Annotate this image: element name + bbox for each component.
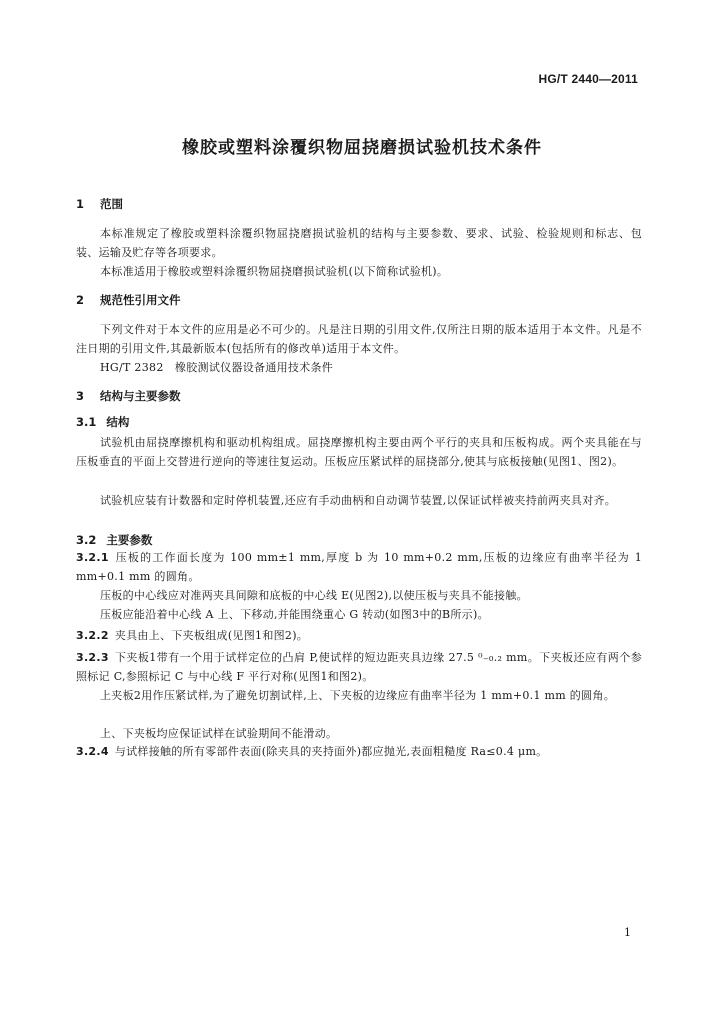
section-2-paragraph-1: 下列文件对于本文件的应用是必不可少的。凡是注日期的引用文件,仅所注日期的版本适用于本文件。凡是不注日期的引用文件,其最新版本(包括所有的修改单)适用于本文件。 <box>76 323 642 355</box>
clause-3-2-4 <box>76 742 642 761</box>
clause-number: 3.2.1 <box>76 551 109 564</box>
clause-text: 夹具由上、下夹板组成(见图1和图2)。 <box>114 629 309 642</box>
clause-3-2-3-paragraph-2: 上夹板2用作压紧试样,为了避免切割试样,上、下夹板的边缘应有曲率半径为 1 mm+0.1 mm 的圆角。 <box>100 689 616 702</box>
subsection-3-2-heading <box>76 532 152 548</box>
clause-3-2-1-paragraph-2: 压板的中心线应对准两夹具间隙和底板的中心线 E(见图2),以使压板与夹具不能接触。 <box>100 589 528 602</box>
section-1-paragraph-1: 本标准规定了橡胶或塑料涂覆织物屈挠磨损试验机的结构与主要参数、要求、试验、检验规则和标志、包装、运输及贮存等各项要求。 <box>76 227 642 259</box>
clause-3-2-1-paragraph-3: 压板应能沿着中心线 A 上、下移动,并能围绕重心 G 转动(如图3中的B所示)。 <box>100 608 489 621</box>
section-number: 3 <box>76 389 85 403</box>
page-number: 1 <box>624 926 631 939</box>
clause-text: 与试样接触的所有零部件表面(除夹具的夹持面外)都应抛光,表面粗糙度 Ra≤0.4 μm。 <box>114 745 548 758</box>
subsection-3-1-paragraph-2: 试验机应装有计数器和定时停机装置,还应有手动曲柄和自动调节装置,以保证试样被夹持前两夹具对齐。 <box>100 494 617 507</box>
clause-text: 压板的工作面长度为 100 mm±1 mm,厚度 b 为 10 mm+0.2 mm,压板的边缘应有曲率半径为 1 mm+0.1 mm 的圆角。 <box>76 551 642 583</box>
section-title: 范围 <box>100 197 124 211</box>
subsection-3-1-paragraph-1: 试验机由屈挠摩擦机构和驱动机构组成。屈挠摩擦机构主要由两个平行的夹具和压板构成。两个夹具能在与压板垂直的平面上交替进行逆向的等速往复运动。压板应压紧试样的屈挠部分,使其与底板接触(见图1、图2)。 <box>76 436 642 468</box>
section-2-reference: HG/T 2382 橡胶测试仪器设备通用技术条件 <box>100 361 334 374</box>
section-2-heading <box>76 292 181 308</box>
standard-number: HG/T 2440—2011 <box>538 72 638 86</box>
section-1-heading <box>76 196 123 212</box>
clause-text: 下夹板1带有一个用于试样定位的凸肩 P,使试样的短边距夹具边缘 27.5 ⁰₋₀.₂ mm。下夹板还应有两个参照标记 C,参照标记 C 与中心线 F 平行对称(见图1和图2)。 <box>76 651 642 683</box>
clause-3-2-3 <box>76 648 642 686</box>
subsection-number: 3.1 <box>76 415 97 429</box>
page-title: 橡胶或塑料涂覆织物屈挠磨损试验机技术条件 <box>182 138 542 158</box>
section-3-heading <box>76 388 181 404</box>
section-number: 1 <box>76 197 85 211</box>
section-title: 结构与主要参数 <box>100 389 181 403</box>
section-number: 2 <box>76 293 85 307</box>
section-1-paragraph-2: 本标准适用于橡胶或塑料涂覆织物屈挠磨损试验机(以下简称试验机)。 <box>100 265 449 278</box>
subsection-3-1-heading <box>76 414 129 430</box>
section-title: 规范性引用文件 <box>100 293 181 307</box>
clause-3-2-1 <box>76 548 642 586</box>
subsection-number: 3.2 <box>76 533 97 547</box>
clause-number: 3.2.4 <box>76 745 109 758</box>
clause-number: 3.2.3 <box>76 651 109 664</box>
clause-3-2-2 <box>76 626 642 645</box>
subsection-title: 结构 <box>106 415 130 429</box>
clause-3-2-3-paragraph-3: 上、下夹板均应保证试样在试验期间不能滑动。 <box>100 727 338 740</box>
clause-number: 3.2.2 <box>76 629 109 642</box>
subsection-title: 主要参数 <box>106 533 153 547</box>
